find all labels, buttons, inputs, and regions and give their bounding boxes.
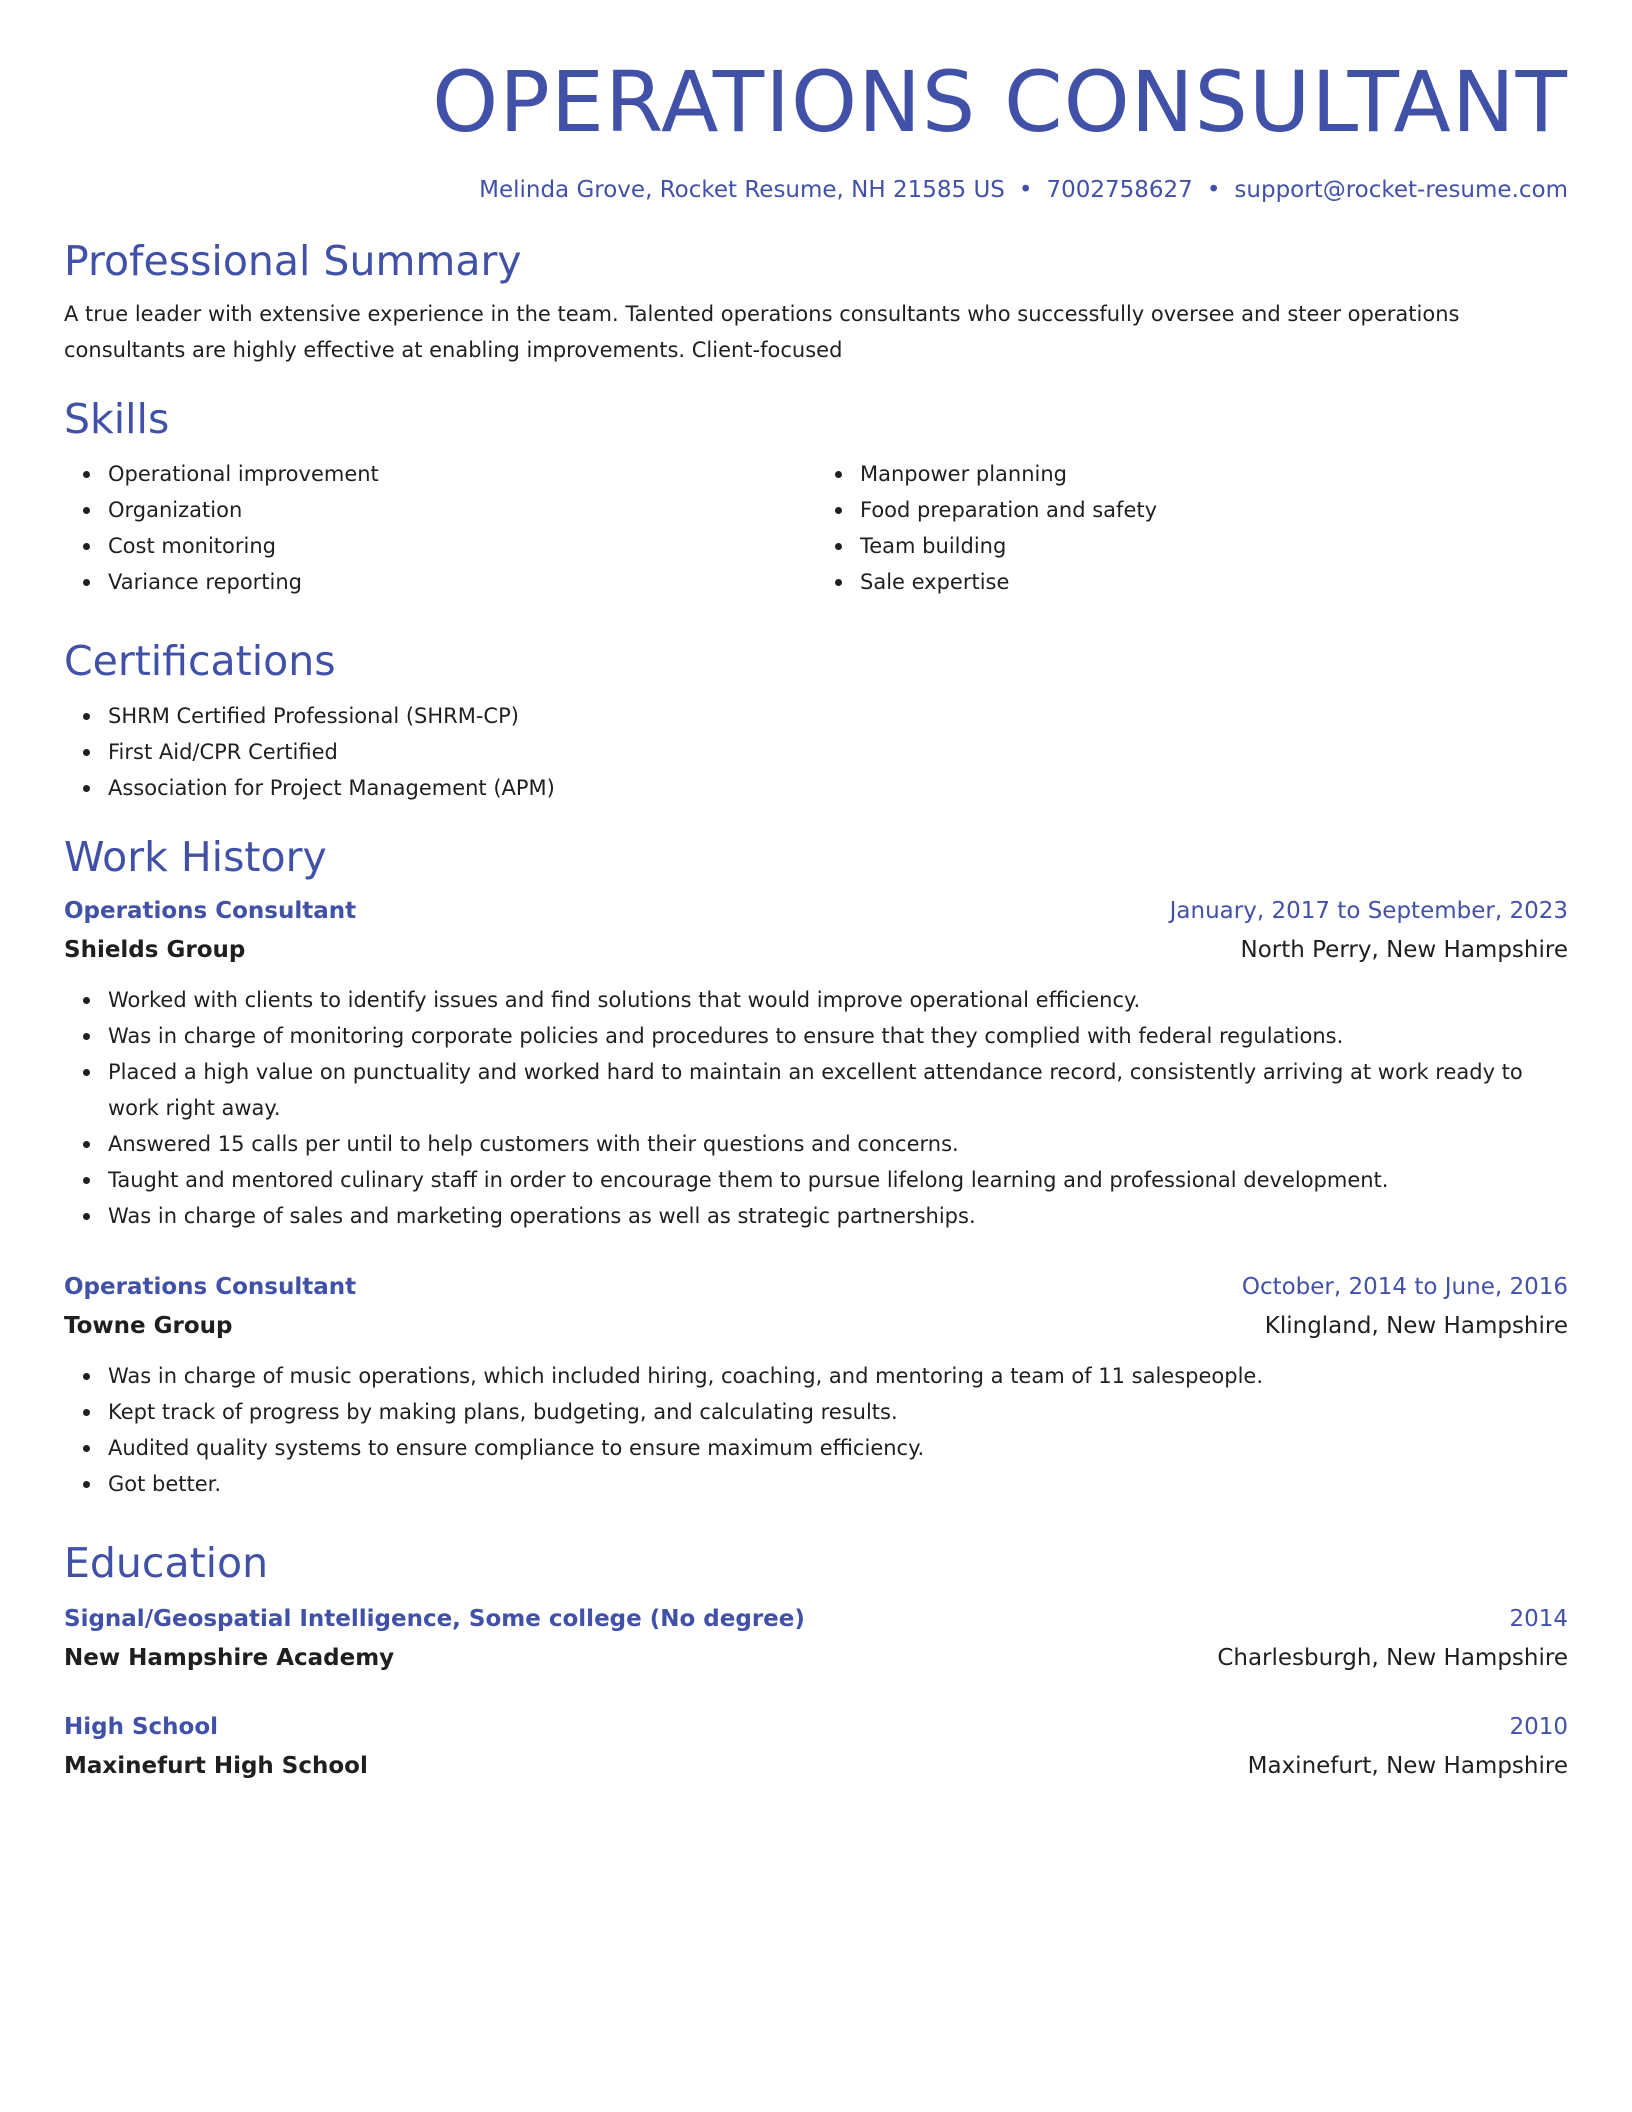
- skills-grid: [64, 456, 1568, 600]
- job-bullet: Worked with clients to identify issues and find solutions that would improve operational efficiency.: [108, 982, 1568, 1018]
- job-entry: [64, 1268, 1568, 1502]
- education-school-row: [64, 1746, 1568, 1786]
- contact-address: Melinda Grove, Rocket Resume, NH 21585 US: [479, 177, 1005, 203]
- certification-item: First Aid/CPR Certified: [108, 734, 1568, 770]
- job-bullet: Was in charge of sales and marketing operations as well as strategic partnerships.: [108, 1198, 1568, 1234]
- job-company-row: [64, 930, 1568, 970]
- section-title-education: Education: [64, 1539, 269, 1587]
- job-bullets: [64, 1358, 1568, 1502]
- job-header-row: [64, 1268, 1568, 1306]
- education-entry: [64, 1600, 1568, 1678]
- education-degree: High School: [64, 1714, 219, 1740]
- skill-item: Sale expertise: [860, 564, 1568, 600]
- skill-item: Operational improvement: [108, 456, 816, 492]
- skills-section: [64, 394, 1568, 600]
- summary-section: [64, 236, 1568, 368]
- job-company-row: [64, 1306, 1568, 1346]
- job-entry: [64, 892, 1568, 1234]
- job-title: Operations Consultant: [64, 898, 357, 924]
- candidate-title: OPERATIONS CONSULTANT: [432, 53, 1568, 151]
- job-company: Shields Group: [64, 937, 246, 963]
- job-bullet: Placed a high value on punctuality and worked hard to maintain an excellent attendance record, consistently arriving at work ready to work right away.: [108, 1054, 1568, 1126]
- skill-item: Manpower planning: [860, 456, 1568, 492]
- job-company: Towne Group: [64, 1313, 233, 1339]
- work-history-section: [64, 832, 1568, 1502]
- certifications-section: [64, 636, 1568, 806]
- job-bullet: Was in charge of music operations, which included hiring, coaching, and mentoring a team of 11 salespeople.: [108, 1358, 1568, 1394]
- skill-item: Organization: [108, 492, 816, 528]
- contact-email: support@rocket-resume.com: [1234, 177, 1568, 203]
- education-degree-row: [64, 1708, 1568, 1746]
- skill-item: Team building: [860, 528, 1568, 564]
- education-section: [64, 1538, 1568, 1786]
- skills-list-right: [816, 456, 1568, 600]
- certification-item: SHRM Certified Professional (SHRM-CP): [108, 698, 1568, 734]
- education-location: Maxinefurt, New Hampshire: [1247, 1753, 1568, 1779]
- job-bullets: [64, 982, 1568, 1234]
- education-entry: [64, 1708, 1568, 1786]
- section-title-summary: Professional Summary: [64, 237, 522, 285]
- education-school: Maxinefurt High School: [64, 1753, 368, 1779]
- contact-line: [64, 174, 1568, 206]
- certifications-list: [64, 698, 1568, 806]
- certification-item: Association for Project Management (APM): [108, 770, 1568, 806]
- contact-separator: •: [1018, 177, 1033, 203]
- summary-text: A true leader with extensive experience in the team. Talented operations consultants who successfully oversee and steer operations consultants are highly effective at enabling improvements. Client-focused: [64, 302, 1460, 362]
- section-title-skills: Skills: [64, 395, 170, 443]
- skill-item: Food preparation and safety: [860, 492, 1568, 528]
- job-bullet: Answered 15 calls per until to help customers with their questions and concerns.: [108, 1126, 1568, 1162]
- education-location: Charlesburgh, New Hampshire: [1217, 1645, 1568, 1671]
- job-bullet: Was in charge of monitoring corporate policies and procedures to ensure that they complied with federal regulations.: [108, 1018, 1568, 1054]
- education-school-row: [64, 1638, 1568, 1678]
- resume-header: [64, 0, 1568, 206]
- section-title-work-history: Work History: [64, 833, 327, 881]
- job-header-row: [64, 892, 1568, 930]
- section-title-certifications: Certifications: [64, 637, 336, 685]
- education-degree: Signal/Geospatial Intelligence, Some college (No degree): [64, 1606, 805, 1632]
- education-year: 2010: [1509, 1714, 1568, 1740]
- job-location: Klingland, New Hampshire: [1264, 1313, 1568, 1339]
- job-dates: January, 2017 to September, 2023: [1169, 898, 1568, 924]
- job-bullet: Got better.: [108, 1466, 1568, 1502]
- contact-separator: •: [1206, 177, 1221, 203]
- skill-item: Variance reporting: [108, 564, 816, 600]
- job-bullet: Kept track of progress by making plans, budgeting, and calculating results.: [108, 1394, 1568, 1430]
- skill-item: Cost monitoring: [108, 528, 816, 564]
- job-dates: October, 2014 to June, 2016: [1241, 1274, 1568, 1300]
- education-year: 2014: [1509, 1606, 1568, 1632]
- job-location: North Perry, New Hampshire: [1240, 937, 1568, 963]
- job-title: Operations Consultant: [64, 1274, 357, 1300]
- job-bullet: Audited quality systems to ensure compliance to ensure maximum efficiency.: [108, 1430, 1568, 1466]
- education-degree-row: [64, 1600, 1568, 1638]
- job-bullet: Taught and mentored culinary staff in order to encourage them to pursue lifelong learning and professional development.: [108, 1162, 1568, 1198]
- skills-list-left: [64, 456, 816, 600]
- contact-phone: 7002758627: [1046, 177, 1193, 203]
- education-school: New Hampshire Academy: [64, 1645, 395, 1671]
